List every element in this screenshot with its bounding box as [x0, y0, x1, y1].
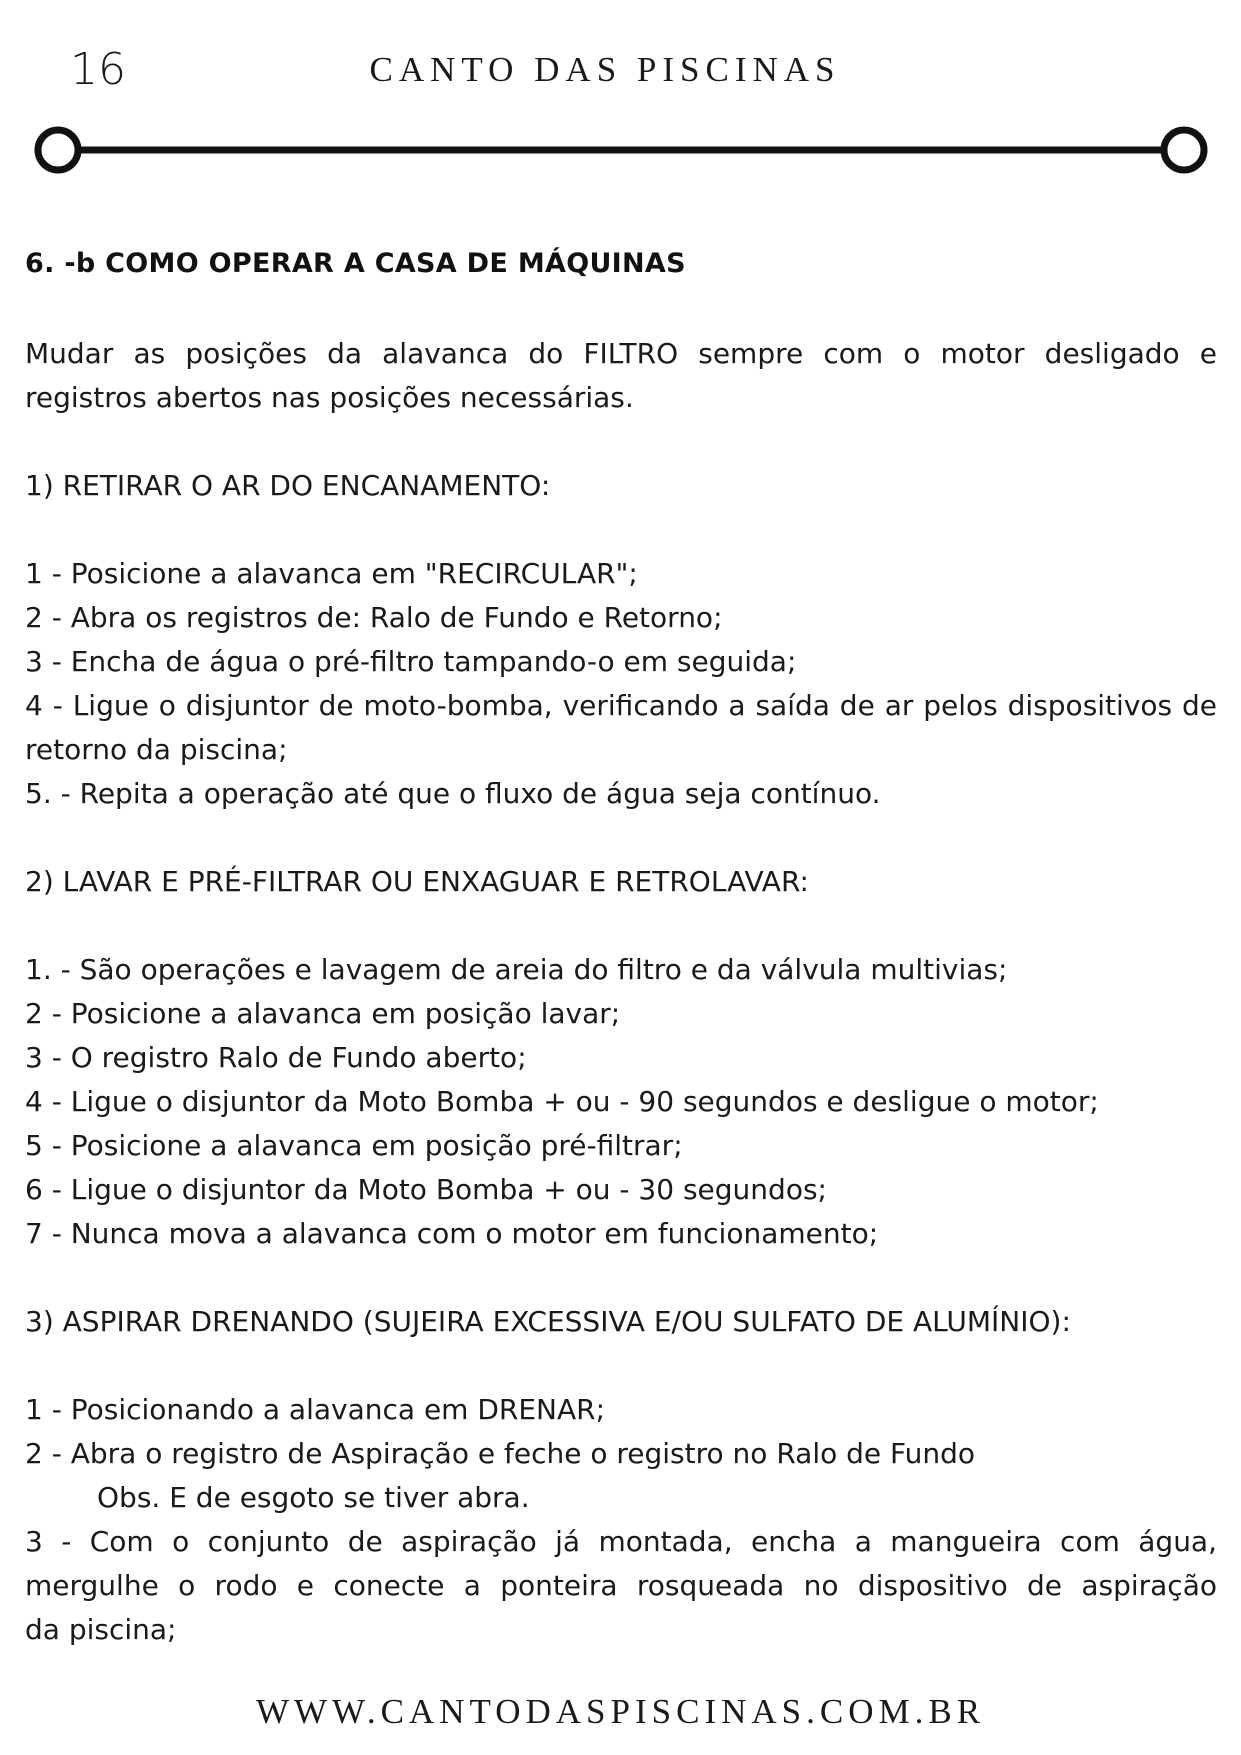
intro-line: registros abertos nas posições necessárias. [25, 381, 634, 414]
intro-line: Mudar as posições da alavanca do FILTRO sempre com o motor desligado e [25, 337, 1217, 370]
list-item: 7 - Nunca mova a alavanca com o motor em funcionamento; [25, 1217, 879, 1250]
header-rule-left-circle [38, 130, 78, 170]
header-rule [30, 122, 1212, 178]
section-heading: 6. -b COMO OPERAR A CASA DE MÁQUINAS [25, 248, 686, 279]
list-item: 1 - Posicionando a alavanca em DRENAR; [25, 1393, 606, 1426]
list-item: 6 - Ligue o disjuntor da Moto Bomba + ou - 30 segundos; [25, 1173, 827, 1206]
list-item: 3 - Com o conjunto de aspiração já montada, encha a mangueira com água, [25, 1525, 1217, 1558]
list-item: da piscina; [25, 1613, 177, 1646]
part2-title: 2) LAVAR E PRÉ-FILTRAR OU ENXAGUAR E RETROLAVAR: [25, 865, 809, 898]
list-item: 3 - O registro Ralo de Fundo aberto; [25, 1041, 527, 1074]
part3-title: 3) ASPIRAR DRENANDO (SUJEIRA EXCESSIVA E/OU SULFATO DE ALUMÍNIO): [25, 1305, 1071, 1338]
part1-title: 1) RETIRAR O AR DO ENCANAMENTO: [25, 469, 551, 502]
list-item: 5 - Posicione a alavanca em posição pré-filtrar; [25, 1129, 683, 1162]
document-body [25, 246, 1217, 1652]
list-item: 1 - Posicione a alavanca em "RECIRCULAR"; [25, 557, 638, 590]
header-rule-right-circle [1164, 130, 1204, 170]
footer-url: WWW.CANTODASPISCINAS.COM.BR [255, 1692, 986, 1731]
list-item: mergulhe o rodo e conecte a ponteira rosqueada no dispositivo de aspiração [25, 1569, 1217, 1602]
list-item: retorno da piscina; [25, 733, 288, 766]
list-item: 4 - Ligue o disjuntor da Moto Bomba + ou - 90 segundos e desligue o motor; [25, 1085, 1099, 1118]
list-item: 1. - São operações e lavagem de areia do filtro e da válvula multivias; [25, 953, 1008, 986]
page-number: 16 [70, 44, 126, 95]
list-item: 3 - Encha de água o pré-filtro tampando-o em seguida; [25, 645, 797, 678]
header-title: CANTO DAS PISCINAS [369, 50, 841, 89]
list-item-note: Obs. E de esgoto se tiver abra. [97, 1481, 530, 1514]
list-item: 2 - Posicione a alavanca em posição lavar; [25, 997, 621, 1030]
list-item: 2 - Abra o registro de Aspiração e feche o registro no Ralo de Fundo [25, 1437, 976, 1470]
list-item: 2 - Abra os registros de: Ralo de Fundo e Retorno; [25, 601, 723, 634]
list-item: 5. - Repita a operação até que o fluxo de água seja contínuo. [25, 777, 881, 810]
list-item: 4 - Ligue o disjuntor de moto-bomba, verificando a saída de ar pelos dispositivos de [25, 689, 1217, 722]
